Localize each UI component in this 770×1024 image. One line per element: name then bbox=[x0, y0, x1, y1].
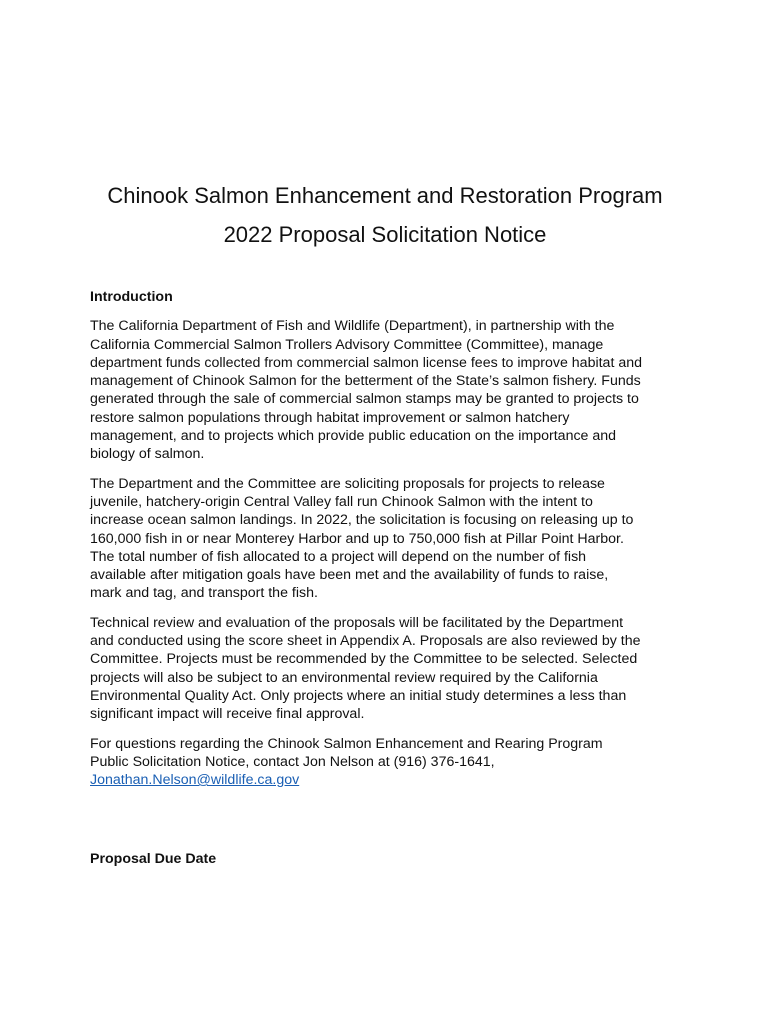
section-heading-proposal-due-date: Proposal Due Date bbox=[90, 851, 217, 867]
paragraph-review bbox=[90, 614, 690, 724]
text-line: increase ocean salmon landings. In 2022, the solicitation is focusing on releasing up to bbox=[90, 512, 634, 529]
text-line: The Department and the Committee are soliciting proposals for projects to release bbox=[90, 475, 605, 492]
text-line: available after mitigation goals have been met and the availability of funds to raise, bbox=[90, 567, 609, 584]
text-line: Environmental Quality Act. Only projects where an initial study determines a less than bbox=[90, 687, 627, 704]
document-title: Chinook Salmon Enhancement and Restoration Program bbox=[107, 183, 663, 208]
text-line: The California Department of Fish and Wildlife (Department), in partnership with the bbox=[90, 318, 615, 335]
text-line: For questions regarding the Chinook Salmon Enhancement and Rearing Program bbox=[90, 735, 603, 752]
paragraph-contact bbox=[90, 735, 690, 790]
text-line: biology of salmon. bbox=[90, 446, 205, 463]
text-line: significant impact will receive final approval. bbox=[90, 706, 365, 723]
text-line: mark and tag, and transport the fish. bbox=[90, 585, 318, 602]
text-line: projects will also be subject to an environmental review required by the California bbox=[90, 669, 598, 686]
text-line: department funds collected from commercial salmon license fees to improve habitat and bbox=[90, 354, 643, 371]
paragraph-intro bbox=[90, 317, 690, 463]
document-subtitle: 2022 Proposal Solicitation Notice bbox=[223, 222, 547, 247]
text-line: management, and to projects which provide public education on the importance and bbox=[90, 428, 617, 445]
text-line: California Commercial Salmon Trollers Advisory Committee (Committee), manage bbox=[90, 336, 604, 353]
section-heading-introduction: Introduction bbox=[90, 289, 173, 305]
text-line: Committee. Projects must be recommended by the Committee to be selected. Selected bbox=[90, 651, 638, 668]
text-line: restore salmon populations through habitat improvement or salmon hatchery bbox=[90, 409, 570, 426]
text-line: Public Solicitation Notice, contact Jon Nelson at (916) 376-1641, bbox=[90, 753, 495, 770]
text-line: generated through the sale of commercial salmon stamps may be granted to projects to bbox=[90, 391, 639, 408]
paragraph-solicitation bbox=[90, 475, 690, 603]
text-line: Technical review and evaluation of the proposals will be facilitated by the Department bbox=[90, 614, 624, 631]
contact-email-link[interactable]: Jonathan.Nelson@wildlife.ca.gov bbox=[90, 772, 300, 789]
document-body bbox=[90, 288, 690, 800]
text-line: management of Chinook Salmon for the betterment of the State’s salmon fishery. Funds bbox=[90, 373, 641, 390]
text-line: juvenile, hatchery-origin Central Valley fall run Chinook Salmon with the intent to bbox=[90, 493, 593, 510]
text-line: 160,000 fish in or near Monterey Harbor and up to 750,000 fish at Pillar Point Harbor. bbox=[90, 530, 624, 547]
text-line: and conducted using the score sheet in Appendix A. Proposals are also reviewed by the bbox=[90, 633, 641, 650]
text-line: The total number of fish allocated to a project will depend on the number of fish bbox=[90, 548, 587, 565]
